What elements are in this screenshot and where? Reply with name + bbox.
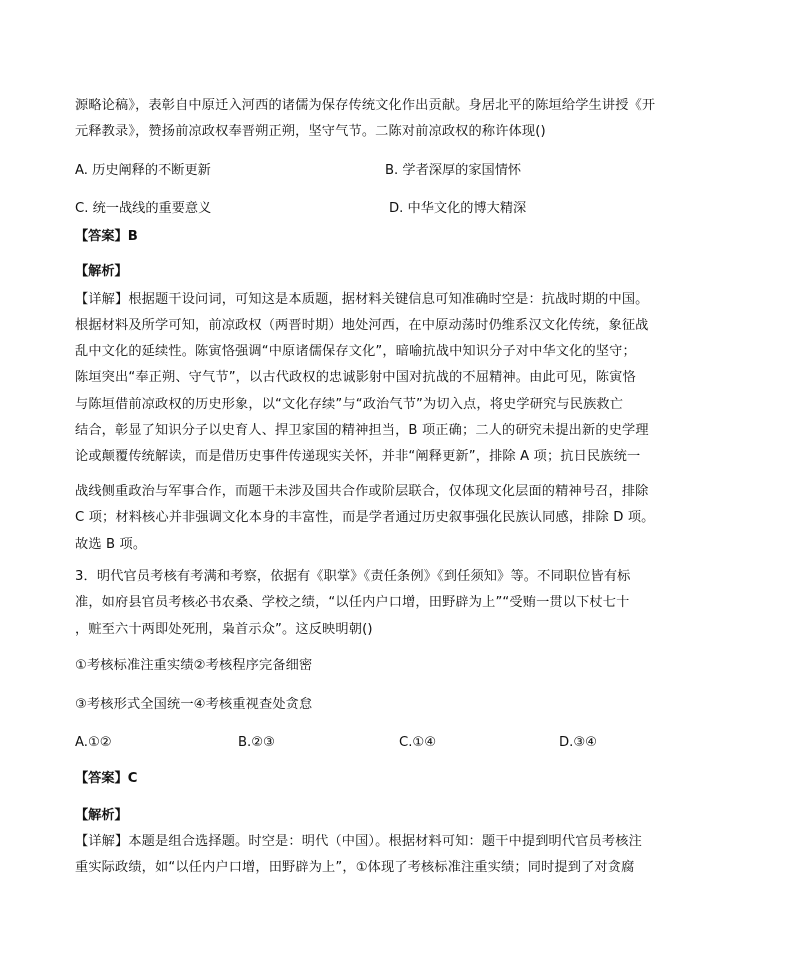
q2-detail-line-9: C 项；材料核心并非强调文化本身的丰富性，而是学者通过历史叙事强化民族认同感，排除 D 项。 [75, 510, 655, 525]
q2-stem-line-2: 元释教录》，赞扬前凉政权奉晋朔正朔，坚守气节。二陈对前凉政权的称许体现() [75, 124, 546, 139]
q2-detail-line-1: 【详解】根据题干设问词，可知这是本质题，据材料关键信息可知准确时空是：抗战时期的中国。 [75, 292, 649, 307]
q2-option-a: A. 历史阐释的不断更新 [75, 163, 211, 178]
q2-detail-line-4: 陈垣突出“奉正朔、守气节”，以古代政权的忠诚影射中国对抗战的不屈精神。由此可见，陈寅恪 [75, 370, 636, 385]
q3-option-a: A.①② [75, 735, 112, 750]
q3-option-d: D.③④ [559, 735, 597, 750]
q3-stem-line-3: ，赃至六十两即处死刑，枭首示众”。这反映明朝() [75, 622, 373, 637]
q3-option-c: C.①④ [399, 735, 437, 750]
q2-option-b: B. 学者深厚的家国情怀 [385, 163, 522, 178]
q3-stem-line-2: 准，如府县官员考核必书农桑、学校之绩，“以任内户口增，田野辟为上”“受贿一贯以下杖七十 [75, 595, 630, 610]
q2-detail-line-7: 论或颠覆传统解读，而是借历史事件传递现实关怀，并非“阐释更新”，排除 A 项；抗日民族统一 [75, 449, 641, 464]
q2-analysis-heading: 【解析】 [75, 264, 128, 279]
q2-detail-line-10: 故选 B 项。 [75, 537, 147, 552]
q2-detail-line-8: 战线侧重政治与军事合作，而题干未涉及国共合作或阶层联合，仅体现文化层面的精神号召，排除 [75, 484, 649, 499]
q2-stem-line-1: 源略论稿》，表彰自中原迁入河西的诸儒为保存传统文化作出贡献。身居北平的陈垣给学生讲授《开 [75, 98, 656, 113]
q2-detail-line-2: 根据材料及所学可知，前凉政权（两晋时期）地处河西，在中原动荡时仍维系汉文化传统，象征战 [75, 318, 649, 333]
q3-answer: 【答案】C [75, 771, 138, 786]
q3-analysis-heading: 【解析】 [75, 808, 128, 823]
q2-option-d: D. 中华文化的博大精深 [389, 201, 527, 216]
q3-detail-line-2: 重实际政绩，如“以任内户口增，田野辟为上”，①体现了考核标准注重实绩；同时提到了对贪腐 [75, 860, 635, 875]
q3-stem-line-1: 3．明代官员考核有考满和考察，依据有《职掌》《责任条例》《到任须知》等。不同职位皆有标 [75, 569, 631, 584]
q2-answer: 【答案】B [75, 229, 138, 244]
q2-option-c: C. 统一战线的重要意义 [75, 201, 212, 216]
q3-item-line-1: ①考核标准注重实绩②考核程序完备细密 [75, 658, 313, 673]
q2-detail-line-6: 结合，彰显了知识分子以史育人、捍卫家国的精神担当，B 项正确；二人的研究未提出新的史学理 [75, 423, 649, 438]
q3-option-b: B.②③ [238, 735, 275, 750]
q3-item-line-2: ③考核形式全国统一④考核重视查处贪怠 [75, 697, 313, 712]
q2-detail-line-5: 与陈垣借前凉政权的历史形象，以“文化存续”与“政治气节”为切入点，将史学研究与民族救亡 [75, 397, 624, 412]
q3-detail-line-1: 【详解】本题是组合选择题。时空是：明代（中国）。根据材料可知：题干中提到明代官员考核注 [75, 834, 642, 849]
q2-detail-line-3: 乱中文化的延续性。陈寅恪强调“中原诸儒保存文化”，暗喻抗战中知识分子对中华文化的坚守； [75, 344, 636, 359]
